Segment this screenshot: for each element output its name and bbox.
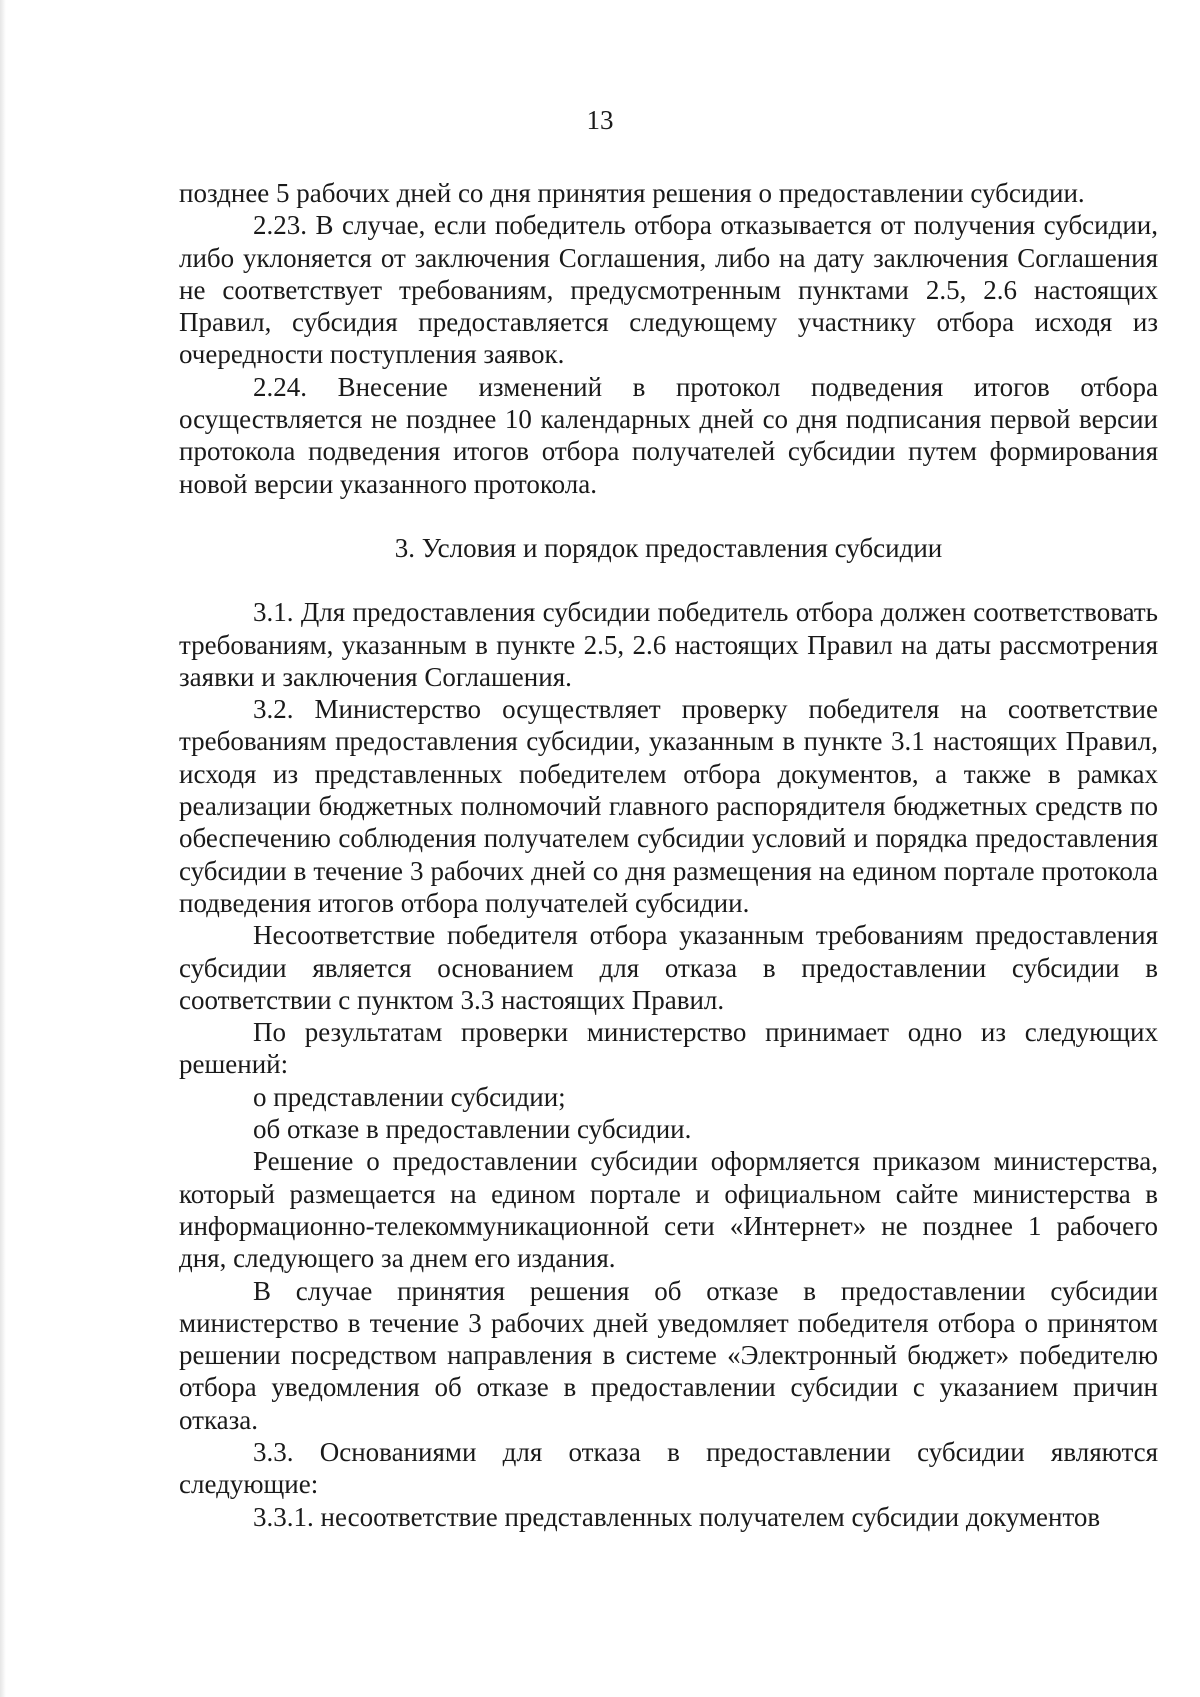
page-number: 13	[586, 105, 614, 135]
paragraph-2-23: 2.23. В случае, если победитель отбора отказывается от получения субсидии, либо уклоняется от заключения Соглашения, либо на дату заключения Соглашения не соответствует требованиям, предусмотренным пунктами 2.5, 2.6 настоящих Правил, субсидия предоставляется следующему участнику отбора исходя из очередности поступления заявок.	[179, 210, 1158, 370]
paragraph: По результатам проверки министерство принимает одно из следующих решений:	[179, 1017, 1158, 1080]
list-item: об отказе в предоставлении субсидии.	[253, 1114, 692, 1145]
paragraph-3-3-1: 3.3.1. несоответствие представленных получателем субсидии документов	[253, 1501, 1101, 1532]
section-heading: 3. Условия и порядок предоставления субсидии	[394, 532, 943, 563]
paragraph: В случае принятия решения об отказе в предоставлении субсидии министерство в течение 3 рабочих дней уведомляет победителя отбора о принятом решении посредством направления в системе «Электронный бюджет» победителю отбора уведомления об отказе в предоставлении субсидии с указанием причин отказа.	[179, 1275, 1158, 1435]
list-item: о представлении субсидии;	[253, 1081, 566, 1112]
paragraph-2-24: 2.24. Внесение изменений в протокол подведения итогов отбора осуществляется не позднее 10 календарных дней со дня подписания первой версии протокола подведения итогов отбора получателей субсидии путем формирования новой версии указанного протокола.	[179, 371, 1158, 499]
paragraph: позднее 5 рабочих дней со дня принятия решения о предоставлении субсидии.	[179, 178, 1085, 208]
paragraph: Решение о предоставлении субсидии оформляется приказом министерства, который размещается на едином портале и официальном сайте министерства в информационно-телекоммуникационной сети «Интернет» не позднее 1 рабочего дня, следующего за днем его издания.	[179, 1146, 1158, 1274]
paragraph: Несоответствие победителя отбора указанным требованиям предоставления субсидии является основанием для отказа в предоставлении субсидии в соответствии с пунктом 3.3 настоящих Правил.	[179, 920, 1158, 1015]
document-body	[179, 177, 1158, 1533]
paragraph-3-1: 3.1. Для предоставления субсидии победитель отбора должен соответствовать требованиям, указанным в пункте 2.5, 2.6 настоящих Правил на даты рассмотрения заявки и заключения Соглашения.	[179, 597, 1158, 692]
paragraph-3-2: 3.2. Министерство осуществляет проверку победителя на соответствие требованиям предоставления субсидии, указанным в пункте 3.1 настоящих Правил, исходя из представленных победителем отбора документов, а также в рамках реализации бюджетных полномочий главного распорядителя бюджетных средств по обеспечению соблюдения получателем субсидии условий и порядка предоставления субсидии в течение 3 рабочих дней со дня размещения на едином портале протокола подведения итогов отбора получателей субсидии.	[179, 694, 1158, 918]
paragraph-3-3: 3.3. Основаниями для отказа в предоставлении субсидии являются следующие:	[179, 1436, 1158, 1500]
scan-edge	[0, 0, 6, 1697]
